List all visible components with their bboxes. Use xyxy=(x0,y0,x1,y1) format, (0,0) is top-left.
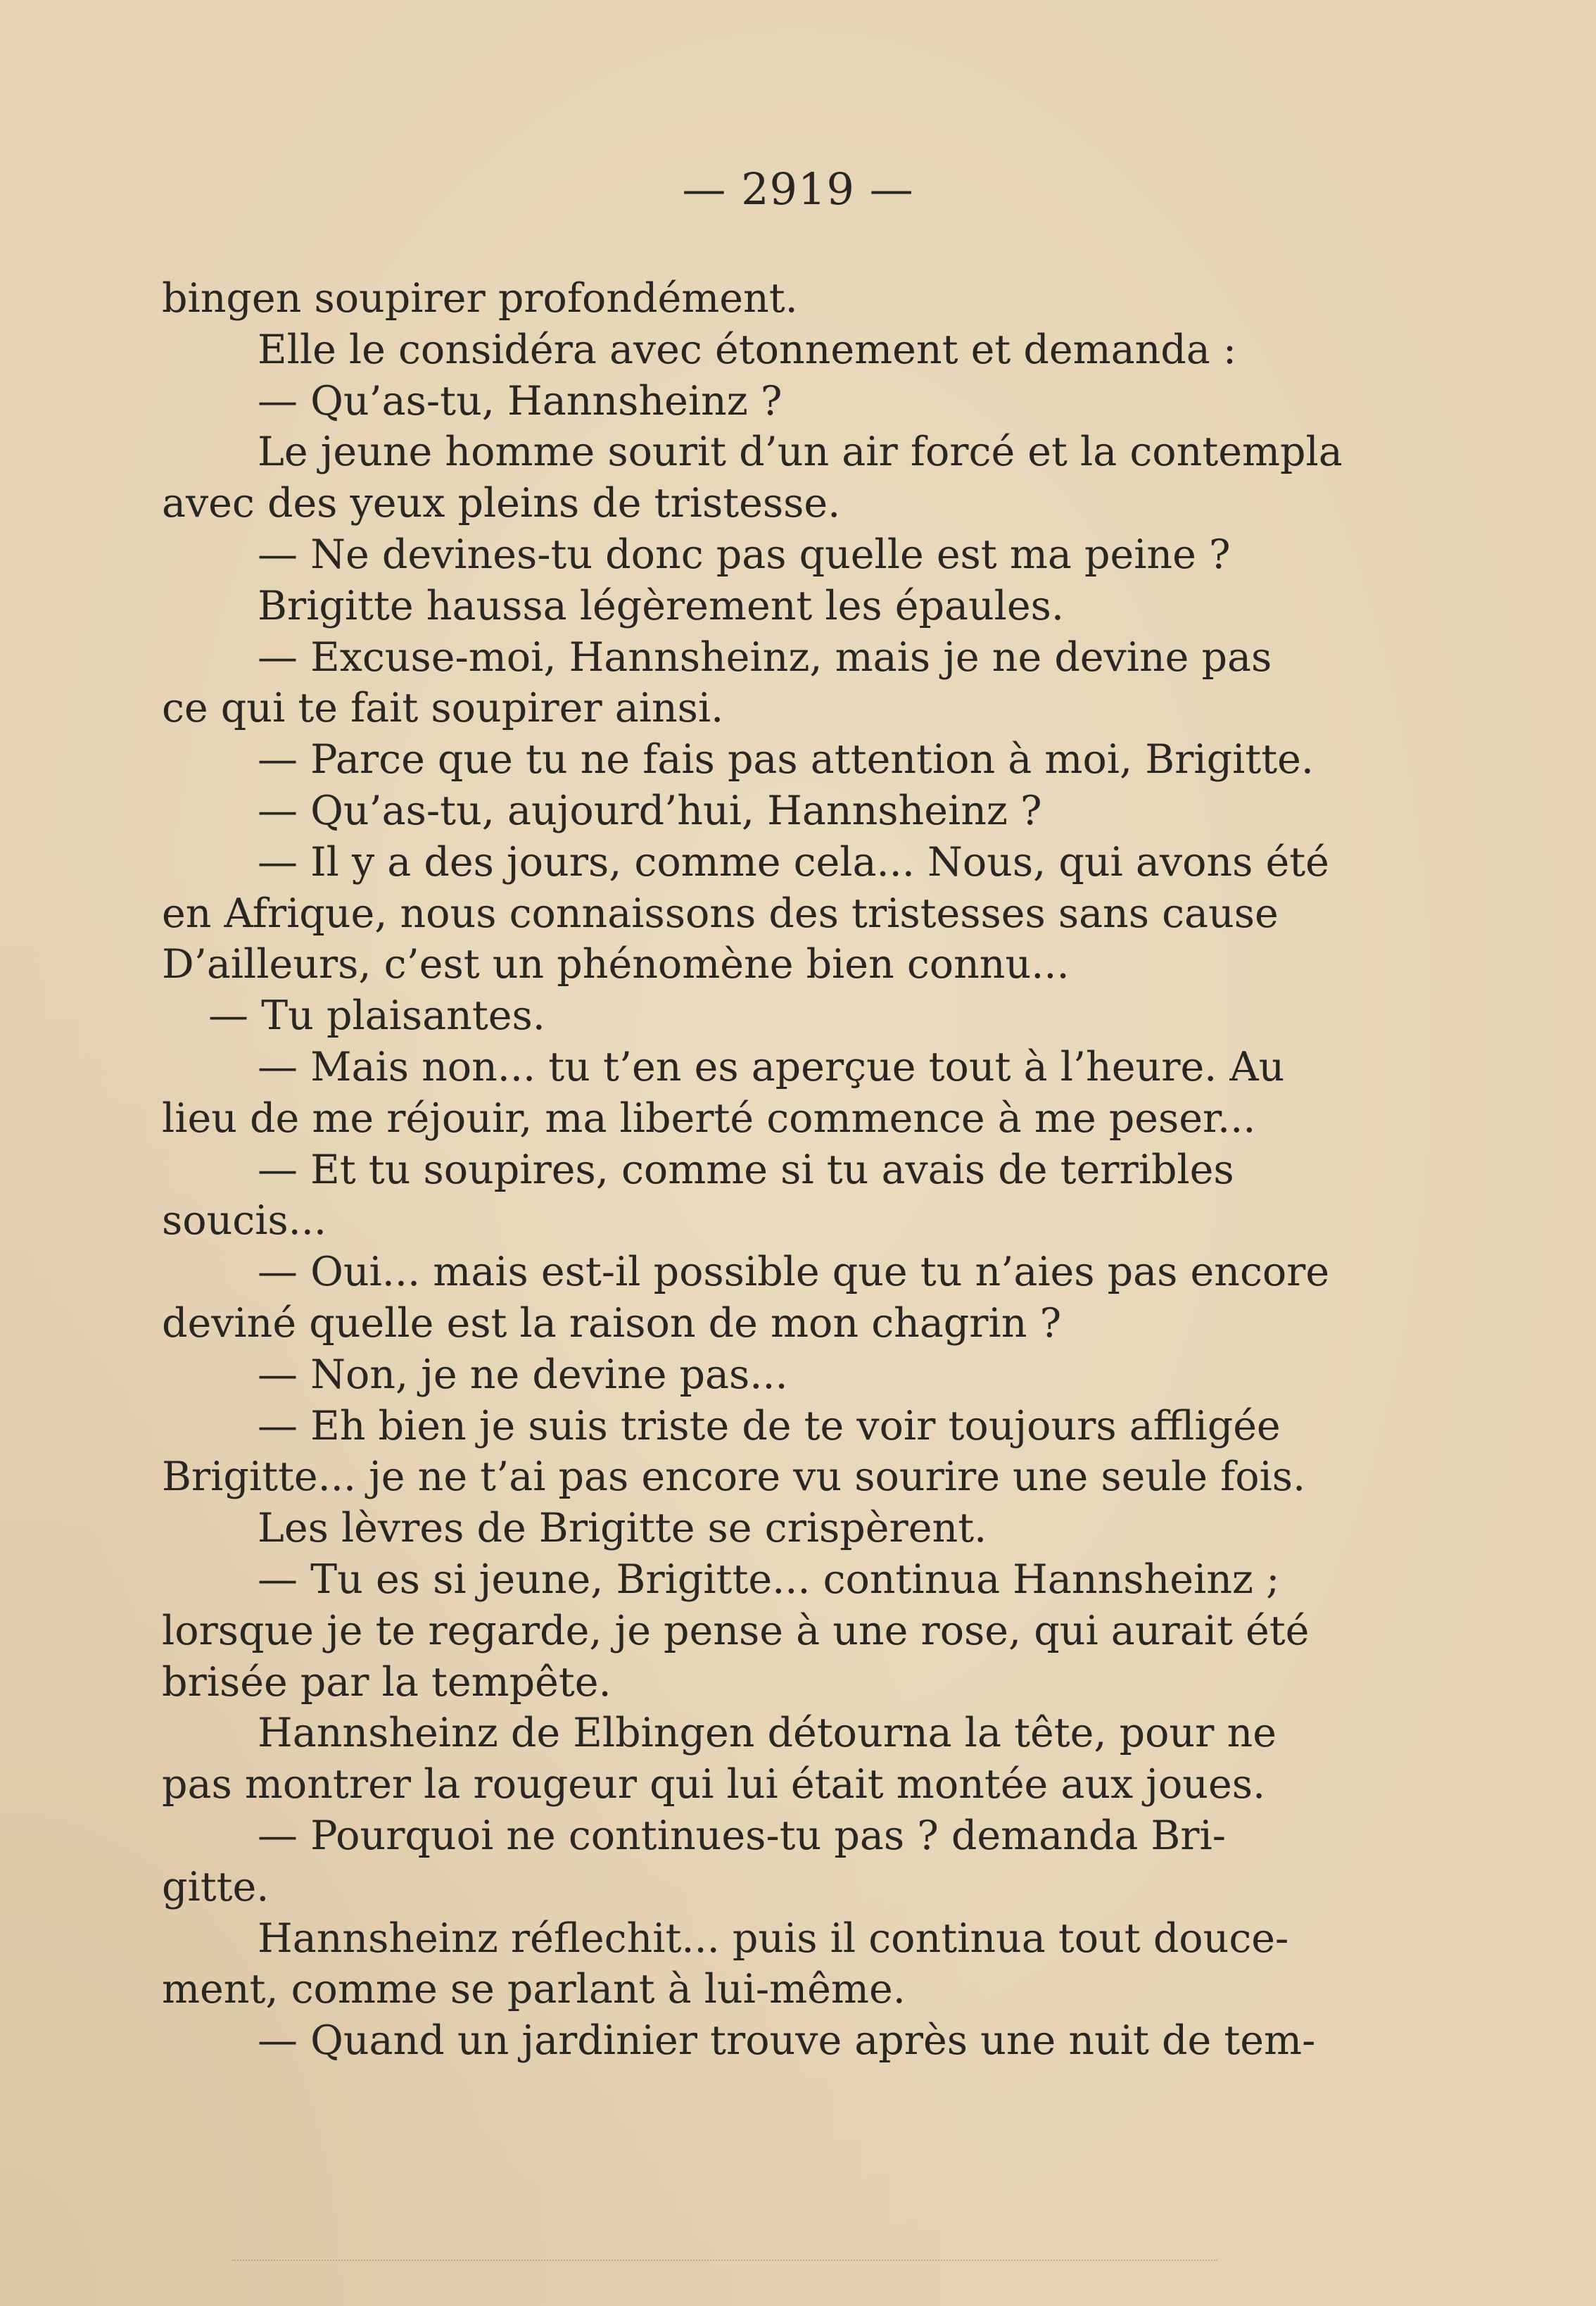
paragraph xyxy=(162,734,1372,786)
paragraph xyxy=(162,786,1372,837)
text-line: pas montrer la rougeur qui lui était montée aux joues. xyxy=(162,1761,1266,1808)
text-line: — Tu es si jeune, Brigitte... continua Hannsheinz ; xyxy=(258,1556,1280,1603)
paragraph xyxy=(162,325,1372,376)
text-line: Brigitte... je ne t’ai pas encore vu sourire une seule fois. xyxy=(162,1454,1306,1501)
paragraph xyxy=(162,632,1372,735)
paragraph xyxy=(162,2015,1372,2067)
paragraph xyxy=(162,1145,1372,1247)
paragraph xyxy=(162,1913,1372,2016)
text-line: deviné quelle est la raison de mon chagrin ? xyxy=(162,1299,1062,1347)
text-line: — Pourquoi ne continues-tu pas ? demanda Bri- xyxy=(258,1812,1227,1859)
text-line: bingen soupirer profondément. xyxy=(162,275,798,322)
paragraph xyxy=(162,1810,1372,1913)
text-line: — Et tu soupires, comme si tu avais de terribles xyxy=(258,1146,1234,1193)
text-line: — Tu plaisantes. xyxy=(208,993,545,1040)
paragraph xyxy=(162,1503,1372,1554)
paragraph xyxy=(162,427,1372,529)
text-line: Le jeune homme sourit d’un air forcé et la contempla xyxy=(258,429,1343,476)
text-line: lieu de me réjouir, ma liberté commence à me peser... xyxy=(162,1095,1256,1142)
text-line: — Oui... mais est-il possible que tu n’aies pas encore xyxy=(258,1249,1330,1296)
text-line: — Ne devines-tu donc pas quelle est ma peine ? xyxy=(258,531,1231,578)
text-line: soucis... xyxy=(162,1197,327,1245)
bleed-through-marks xyxy=(232,2231,1217,2261)
text-line: avec des yeux pleins de tristesse. xyxy=(162,480,841,527)
paragraph xyxy=(162,1401,1372,1504)
text-line: Brigitte haussa légèrement les épaules. xyxy=(258,582,1065,629)
text-line: — Excuse-moi, Hannsheinz, mais je ne devine pas xyxy=(258,634,1272,681)
text-line: — Il y a des jours, comme cela... Nous, qui avons été xyxy=(258,838,1329,886)
paragraph xyxy=(162,1554,1372,1708)
paragraph xyxy=(162,376,1372,427)
paragraph xyxy=(162,990,1372,1042)
text-line: lorsque je te regarde, je pense à une rose, qui aurait été xyxy=(162,1607,1310,1654)
text-line: ce qui te fait soupirer ainsi. xyxy=(162,685,724,732)
text-line: brisée par la tempête. xyxy=(162,1658,612,1706)
paragraph xyxy=(162,1247,1372,1349)
text-line: gitte. xyxy=(162,1863,270,1910)
page-body xyxy=(162,273,1372,2067)
text-line: — Eh bien je suis triste de te voir toujours affligée xyxy=(258,1402,1281,1449)
paragraph xyxy=(162,273,1372,325)
paragraph xyxy=(162,837,1372,990)
paragraph xyxy=(162,1042,1372,1145)
text-line: — Parce que tu ne fais pas attention à moi, Brigitte. xyxy=(258,736,1314,783)
text-line: — Qu’as-tu, Hannsheinz ? xyxy=(258,377,783,424)
paragraph xyxy=(162,581,1372,632)
text-line: — Quand un jardinier trouve après une nuit de tem- xyxy=(258,2017,1316,2065)
paragraph xyxy=(162,1708,1372,1810)
text-line: en Afrique, nous connaissons des tristesses sans cause xyxy=(162,890,1279,937)
text-line: Les lèvres de Brigitte se crispèrent. xyxy=(258,1505,987,1552)
paragraph xyxy=(162,529,1372,581)
text-line: Hannsheinz réflechit... puis il continua tout douce- xyxy=(258,1915,1289,1962)
paragraph xyxy=(162,1349,1372,1401)
text-line: D’ailleurs, c’est un phénomène bien connu... xyxy=(162,941,1070,988)
text-line: — Qu’as-tu, aujourd’hui, Hannsheinz ? xyxy=(258,787,1042,834)
page-number: — 2919 — xyxy=(682,163,914,215)
text-line: Hannsheinz de Elbingen détourna la tête, pour ne xyxy=(258,1710,1277,1757)
text-line: Elle le considéra avec étonnement et demanda : xyxy=(258,326,1237,373)
text-line: — Non, je ne devine pas... xyxy=(258,1351,788,1398)
text-line: ment, comme se parlant à lui-même. xyxy=(162,1966,906,2013)
text-line: — Mais non... tu t’en es aperçue tout à l’heure. Au xyxy=(258,1043,1285,1090)
